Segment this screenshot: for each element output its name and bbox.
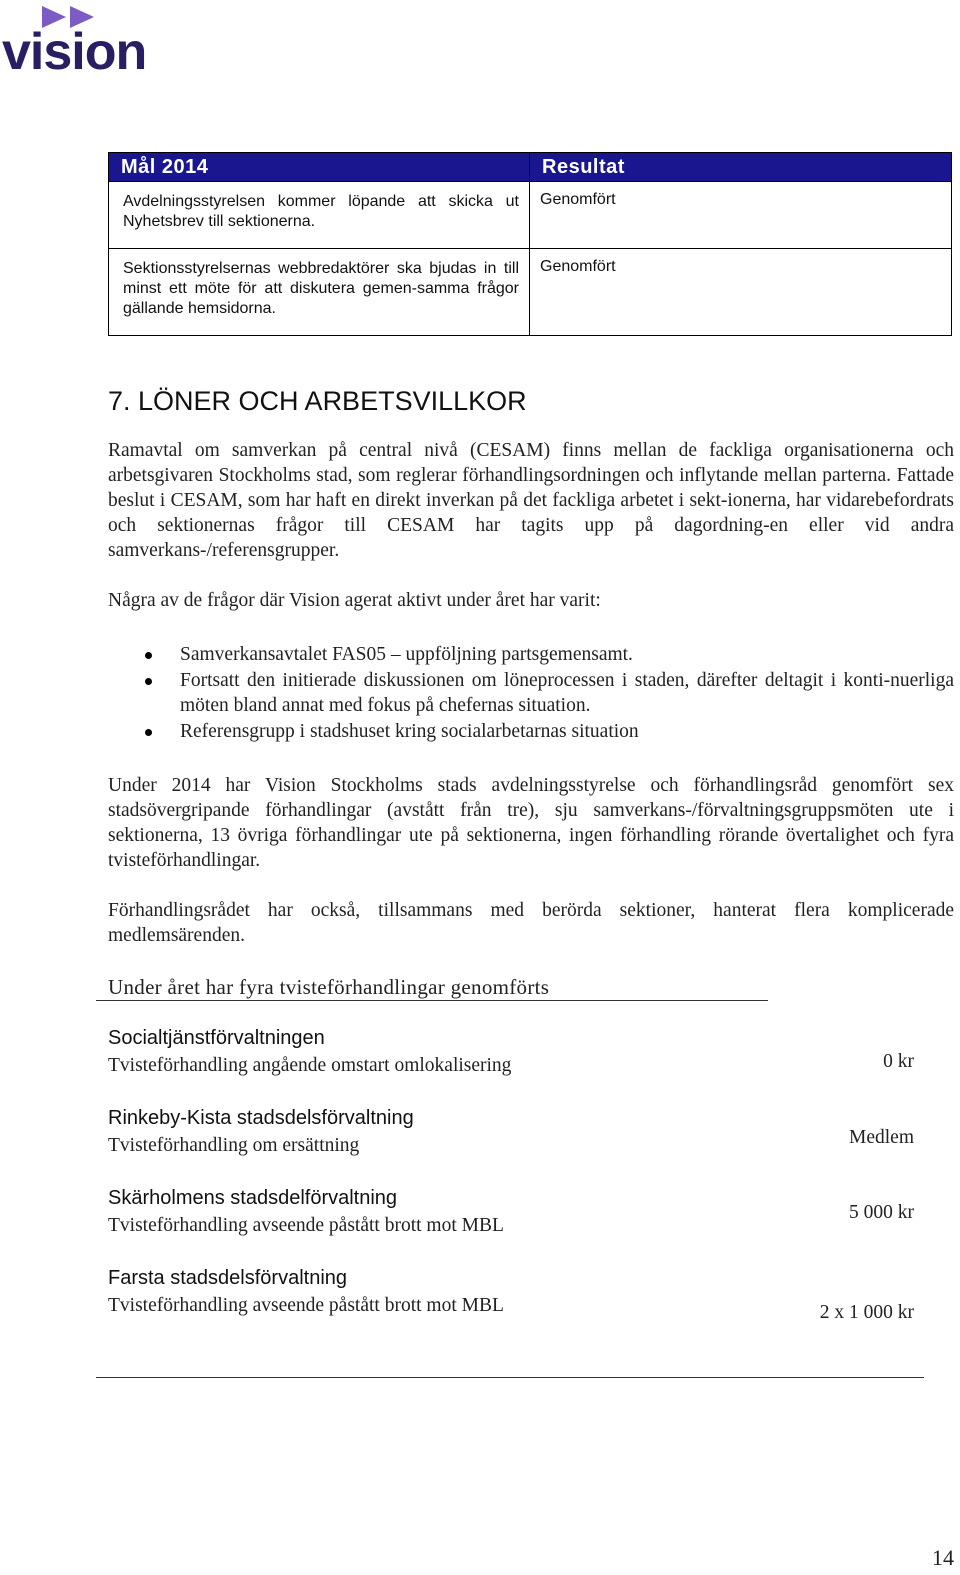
dispute-amount: 0 kr [883, 1051, 914, 1072]
vision-logo [2, 4, 158, 81]
dispute-description: Tvisteförhandling avseende påstått brott mot MBL [108, 1295, 504, 1316]
bullet-icon [145, 678, 152, 685]
dispute-org: Skärholmens stadsdelförvaltning [108, 1187, 398, 1209]
table-row [109, 249, 952, 336]
dispute-amount: 2 x 1 000 kr [819, 1302, 914, 1323]
paragraph-issues-intro: Några av de frågor där Vision agerat aktivt under året har varit: [108, 590, 601, 611]
logo-text: vision [2, 23, 147, 81]
list-item [108, 642, 954, 668]
goal-cell: Sektionsstyrelsernas webbredaktörer ska bjudas in till minst ett möte för att diskutera gemen-samma frågor gällande hemsidorna. [109, 249, 530, 336]
disputes-heading: Under året har fyra tvisteförhandlingar genomförts [108, 975, 550, 999]
paragraph-cesam: Ramavtal om samverkan på central nivå (CESAM) finns mellan de fackliga organisationerna och arbetsgivaren Stockholms stad, som reglerar förhandlingsordningen och inflytande mellan parterna. Fattade beslut i CESAM, som har haft en direkt inverkan på det fackliga arbetet i sekt-ionerna, har vidarebefordrats och sektionernas frågor till CESAM har tagits upp på dagordning-en eller vid andra samverkans-/referensgrupper. [108, 440, 954, 561]
bullet-icon [145, 652, 152, 659]
dispute-description: Tvisteförhandling om ersättning [108, 1135, 360, 1156]
dispute-amount: 5 000 kr [849, 1202, 914, 1223]
result-column-header: Resultat [530, 153, 952, 182]
dispute-item [108, 1024, 914, 1080]
dispute-org: Farsta stadsdelsförvaltning [108, 1267, 348, 1289]
goal-table [108, 152, 952, 336]
dispute-org: Rinkeby-Kista stadsdelsförvaltning [108, 1107, 414, 1129]
dispute-description: Tvisteförhandling angående omstart omlokalisering [108, 1055, 512, 1076]
dispute-org: Socialtjänstförvaltningen [108, 1027, 325, 1049]
dispute-item [108, 1264, 914, 1323]
section-heading: 7. LÖNER OCH ARBETSVILLKOR [108, 386, 527, 416]
result-cell: Genomfört [530, 182, 952, 249]
divider [96, 1377, 924, 1378]
dispute-amount: Medlem [849, 1127, 914, 1148]
goal-table-header-row [109, 153, 952, 182]
dispute-description: Tvisteförhandling avseende påstått brott mot MBL [108, 1215, 504, 1236]
list-item [108, 668, 954, 719]
list-item-text: Fortsatt den initierade diskussionen om löneprocessen i staden, därefter deltagit i konti-nuerliga möten bland annat med fokus på chefernas situation. [180, 669, 954, 716]
goal-cell: Avdelningsstyrelsen kommer löpande att skicka ut Nyhetsbrev till sektionerna. [109, 182, 530, 249]
dispute-item [108, 1104, 914, 1160]
list-item-text: Referensgrupp i stadshuset kring socialarbetarnas situation [180, 720, 639, 742]
result-cell: Genomfört [530, 249, 952, 336]
heading-underline [96, 1000, 768, 1001]
paragraph-negotiations: Under 2014 har Vision Stockholms stads avdelningsstyrelse och förhandlingsråd genomfört sex stadsövergripande förhandlingar (avstått från tre), sju samverkans-/förvaltningsgruppsmöten ute i sektionerna, 13 övriga förhandlingar ute på sektionerna, ingen förhandling rörande övertalighet och fyra tvisteförhandlingar. [108, 775, 954, 871]
table-row [109, 182, 952, 249]
page-number: 14 [932, 1545, 954, 1570]
goal-column-header: Mål 2014 [109, 153, 530, 182]
list-item-text: Samverkansavtalet FAS05 – uppföljning partsgemensamt. [180, 644, 633, 665]
paragraph-council: Förhandlingsrådet har också, tillsammans med berörda sektioner, hanterat flera komplicerade medlemsärenden. [108, 900, 954, 946]
list-item [108, 719, 954, 745]
issues-list [108, 642, 954, 744]
bullet-icon [145, 729, 152, 736]
dispute-item [108, 1184, 914, 1240]
